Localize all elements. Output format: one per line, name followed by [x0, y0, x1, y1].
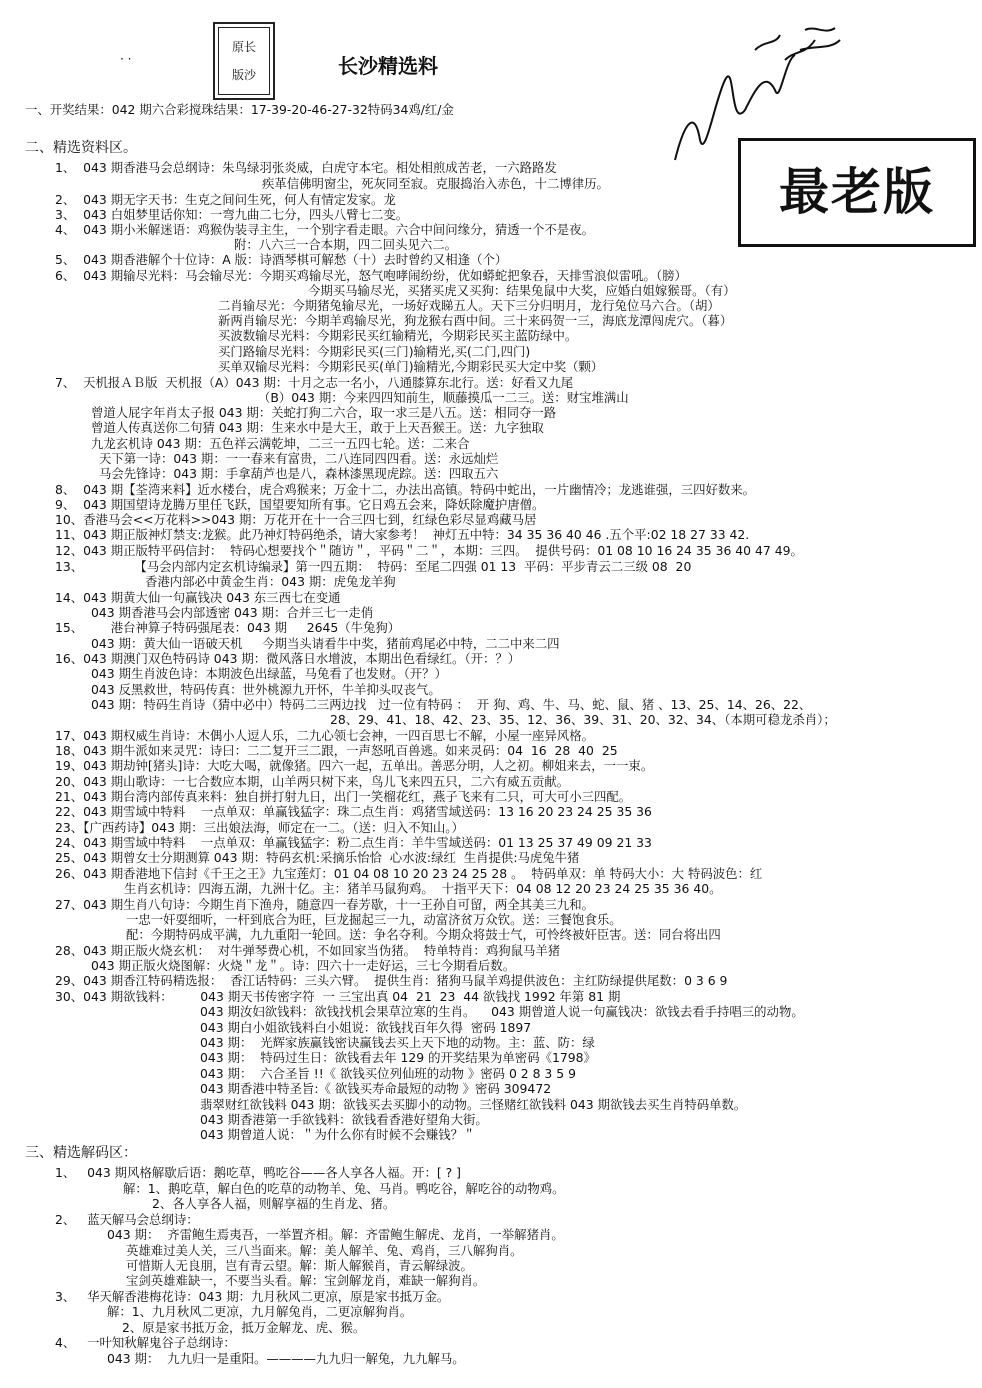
decorative-dots: · ·: [120, 52, 132, 66]
text-line: 4、 一叶知秋解鬼谷子总纲诗：: [55, 1335, 236, 1350]
text-line: 疾革信佛明窗尘，死灰同至寂。克服捣治入赤色，十二博律历。: [262, 176, 609, 191]
text-line: 天下第一诗：043 期：一一春来有富贵，二八连同四四看。送：永远灿烂: [99, 451, 499, 466]
section-heading: 二、精选资料区。: [25, 140, 137, 156]
text-line: 25、043 期曾女士分期测算 043 期：特码玄机:采摘乐怡恰 心水波:绿红 生肖提供:马虎兔牛猪: [55, 850, 580, 865]
logo-text-bottom: 版沙: [231, 68, 256, 82]
text-line: 043 期： 九九归一是重阳。————九九归一解兔，九九解马。: [107, 1351, 465, 1366]
text-line: 解：1、九月秋风二更凉，九月解兔肖，二更凉解狗肖。: [107, 1304, 413, 1319]
text-line: 30、043 期欲钱料： 043 期天书传密字符 一 三宝出真 04 21 23 44 欲钱找 1992 年第 81 期: [55, 989, 621, 1004]
text-line: 043 期曾道人说：＂为什么你有时候不会赚钱？＂: [200, 1127, 476, 1142]
text-line: 2、各人享各人福，则解享福的生肖龙、猪。: [152, 1196, 396, 1211]
text-line: 13、 【马会内部内定玄机诗编录】第一四五期： 特码：至尾二四强 01 13 平码：平步青云二三级 08 20: [55, 559, 692, 574]
text-line: 英雄难过美人关，三八当面来。解：美人解羊、兔、鸡肖，三八解狗肖。: [126, 1243, 523, 1258]
logo-box: [213, 22, 275, 100]
text-line: 9、 043 期国望诗龙腾万里任飞跃，国望要知所有事。它日鸡五会来，降妖除魔护唐僧。: [55, 497, 545, 512]
text-line: 29、043 期香江特码精选报： 香江话特码：三头六臂。 提供生肖：猪狗马鼠羊鸡提供波色：主红防绿提供尾数：0 3 6 9: [55, 973, 728, 988]
text-line: 5、 043 期香港解个十位诗：A 版：诗酒琴棋可解愁（十）去时曾约又相逢（个）: [55, 252, 508, 267]
text-line: 043 反黑救世，特码传真：世外桃源九开怀，牛羊抑头叹丧气。: [91, 682, 441, 697]
text-line: 九龙玄机诗 043 期：五色祥云满乾坤，二三一五四七轮。送：二来合: [91, 436, 470, 451]
text-line: 20、043 期山歌诗：一七合数应本期，山羊两只树下来，鸟儿飞来四五只，二六有威五贡献。: [55, 774, 570, 789]
text-line: 香港内部必中黄金生肖：043 期：虎兔龙羊狗: [145, 574, 396, 589]
text-line: 28、043 期正版火烧玄机： 对牛弹琴费心机，不如回家当伪猪。 特单特肖：鸡狗鼠马羊猪: [55, 943, 561, 958]
text-line: 27、043 期生肖八句诗：今期生肖下渔舟，随意四一春芳歇，十一王孙自可留，两全其美三九和。: [55, 897, 594, 912]
text-line: 14、043 期黄大仙一句赢钱决 043 东三西七在变通: [55, 590, 341, 605]
text-line: 23、【广西药诗】043 期：三出娘法海，师定在一二。（送：归入不知山。）: [55, 820, 464, 835]
text-line: 24、043 期雪域中特料 一点单双：单赢钱猛字：粉二点生肖：羊牛雪域送码：01 13 25 37 49 09 21 33: [55, 835, 652, 850]
text-line: 曾道人传真送你二句猜 043 期：生来水中是大王，敢于上天吾猴王。送：九字独取: [91, 420, 544, 435]
text-line: 宝剑英雄难缺一，不要当头看。解：宝剑解龙肖，难缺一解狗肖。: [126, 1273, 486, 1288]
text-line: 043 期白小姐欲钱料白小姐说：欲钱找百年久得 密码 1897: [200, 1020, 532, 1035]
text-line: 6、 043 期输尽光料：马会输尽光：今期买鸡输尽光，怒气咆哮闹纷纷，优如蟒蛇把象吞，天排雪浪似雷吼。（膀）: [55, 268, 687, 283]
text-line: 22、043 期雪域中特料 一点单双：单赢钱猛字：珠二点生肖：鸡猪雪域送码：13 16 20 23 24 25 35 36: [55, 804, 652, 819]
text-line: 生肖玄机诗：四海五湖，九洲十亿。主：猪羊马鼠狗鸡。 十指平天下：04 08 12 20 23 24 25 35 36 40。: [124, 881, 722, 896]
text-line: 4、 043 期小米解迷语：鸡猴伪装寻主生，一个别字看走眼。六合中间问缘分，猜透一个不是夜。: [55, 222, 594, 237]
text-line: 17、043 期权威生肖诗：木偶小人逗人乐，二九心领七会神，一四百思七不解，小屋一座异风格。: [55, 728, 594, 743]
text-line: 043 期： 六合圣旨 !!《 欲钱买位列仙班的动物 》密码 0 2 8 3 5 9: [200, 1066, 576, 1081]
text-line: 10、香港马会<<万花料>>043 期：万花开在十一合三四七到，红绿色彩尽显鸡藏马居: [55, 512, 537, 527]
text-line: 3、 043 白姐梦里话你知：一弯九曲二七分，四头八臂七二变。: [55, 207, 409, 222]
text-line: 买波数输尽光料：今期彩民买红输精光，今期彩民买主蓝防绿中。: [218, 328, 578, 343]
text-line: 1、 043 期香港马会总纲诗：朱鸟绿羽张炎威，白虎守本宅。相处相煎成苦老，一六路路发: [55, 160, 557, 175]
text-line: 043 期香港中特圣旨:《 欲钱买寿命最短的动物 》密码 309472: [200, 1081, 552, 1096]
text-line: 2、原是家书抵万金，抵万金解龙、虎、猴。: [122, 1320, 366, 1335]
text-line: 043 期： 光辉家族赢钱密诀赢钱去买上天下地的动物。主：蓝、防：绿: [200, 1035, 595, 1050]
text-line: 买单双输尽光料：今期彩民买(单门)输精光,今期彩民买大定中奖（颗）: [218, 359, 604, 374]
text-line: 配：今期特码成平满，九九重阳一轮回。送：争名夺利。今期众将鼓士气，可怜终被奸臣害。送：同台将出四: [126, 927, 721, 942]
logo-text-top: 原长: [231, 40, 256, 54]
text-line: 新两肖输尽光：今期羊鸡输尽光，狗龙猴右酉中间。三十来码贺一三，海底龙潭闯虎穴。（暮）: [218, 313, 733, 328]
text-line: 043 期香港第一手欲钱料：欲钱看香港好望角大街。: [200, 1112, 488, 1127]
text-line: 翡翠财红欲钱料 043 期：欲钱买去买脚小的动物。三怪赌红欲钱料 043 期欲钱去买生肖特码单数。: [200, 1097, 747, 1112]
text-line: 马会先锋诗：043 期：手拿葫芦也是八，森林漆黑现虎踪。送：四取五六: [99, 466, 499, 481]
text-line: 043 期：特码生肖诗（猜中必中）特码二三两边找 过一位有特码 ： 开 狗、鸡、牛、马、蛇、鼠、猪 、13、25、14、26、22、: [91, 697, 812, 712]
text-line: 二肖输尽光：今期猪兔输尽光，一场好戏睇五人。天下三分归明月，龙行兔位马六合。（胡）: [218, 298, 720, 313]
text-line: 今期买马输尽光，买猪买虎又买狗：结果兔鼠中大奖，应婚白姐嫁猴哥。（有）: [308, 283, 736, 298]
text-line: 一忠一奸耍细听，一杆到底合为旺，巨龙掘起三一九，动富济贫万众钦。送：三餐饱食乐。: [126, 912, 622, 927]
text-line: 043 期正版火烧图解：火烧＂龙＂。诗：四六十一走好运，三七今期看后数。: [91, 958, 516, 973]
text-line: 附：八六三一合本期，四二回头见六二。: [234, 237, 458, 252]
text-line: 3、 华天解香港梅花诗：043 期：九月秋风二更凉，原是家书抵万金。: [55, 1289, 450, 1304]
oldest-version-badge: 最老版: [738, 138, 976, 247]
text-line: 043 期： 特码过生日：欲钱看去年 129 的开奖结果为单密码《1798》: [200, 1050, 596, 1065]
text-line: 26、043 期香港地下信封《千王之王》九宝莲灯：01 04 08 10 20 23 24 25 28 。 特码单双：单 特码大小：大 特码波色：红: [55, 866, 763, 881]
text-line: 12、043 期正版特平码信封： 特码心想要找个＂随访＂，平码＂二＂，本期：三四。 提供号码：01 08 10 16 24 35 36 40 47 49。: [55, 543, 803, 558]
page-title: 长沙精选料: [338, 54, 438, 78]
text-line: 1、 043 期风格解歇后语：鹅吃草，鸭吃谷——各人享各人福。开：[ ? ]: [55, 1165, 461, 1180]
text-line: （B）043 期：今来四四知前生，顺藤摸瓜一二三。送：财宝堆满山: [258, 390, 629, 405]
text-line: 28、29、41、18、42、23、35、12、36、39、31、20、32、34、（本期可稳龙杀肖）；: [330, 712, 836, 727]
text-line: 043 期生肖波色诗：本期波色出绿蓝，马兔看了也发财。（开？）: [91, 666, 447, 681]
text-line: 18、043 期牛派如来灵咒：诗曰：二二复开三二跟，一声怒吼百兽逃。如来灵码：04 16 28 40 25: [55, 743, 618, 758]
text-line: 11、043 期正版神灯禁支:龙猴。此乃神灯特码绝杀，请大家参考！ 神灯五中特：34 35 36 40 46 .五个平:02 18 27 33 42.: [55, 527, 750, 542]
text-line: 曾道人屁字年肖太子报 043 期：关蛇打狗二六合，取一求三是八五。送：相同夺一路: [91, 405, 557, 420]
text-line: 043 期：黄大仙一语破天机 今期当头请看牛中奖，猪前鸡尾必中特，二二中来二四: [91, 636, 560, 651]
text-line: 043 期汝妇欲钱料：欲钱找机会果草泣寒的生肖。 043 期曾道人说一句赢钱决：欲钱去看手持唱三的动物。: [200, 1004, 804, 1019]
text-line: 043 期： 齐雷鲍生焉夷吾，一举置齐相。解：齐雷鲍生解虎、龙肖，一举解猪肖。: [107, 1227, 564, 1242]
section-heading: 三、精选解码区：: [25, 1145, 137, 1161]
text-line: 买门路输尽光料：今期彩民买(三门)输精光,买(二门,四门): [218, 344, 531, 359]
text-line: 7、 天机报ＡＢ版 天机报（A）043 期：十月之志一名小，八通膝算东北行。送：好看又九尾: [55, 375, 574, 390]
text-line: 19、043 期劫钟[猪头]诗：大吃大喝，就像猪。四六一起，五单出。善恶分明，人之初。柳姐来去，一一束。: [55, 758, 654, 773]
draw-result-line: 一、开奖结果：042 期六合彩搅珠结果：17-39-20-46-27-32特码34鸡/红/金: [25, 102, 454, 117]
text-line: 8、 043 期【荃湾来料】近水楼台，虎合鸡猴来；万金十二，办法出高镇。特码中蛇出，一片幽情冷；龙逃谁强，三四好数来。: [55, 482, 756, 497]
text-line: 2、 043 期无字天书：生克之间问生死，何人有情定发家。龙: [55, 192, 396, 207]
text-line: 可惜斯人无良朋，岂有青云望。解：斯人解猴肖，青云解绿波。: [126, 1258, 473, 1273]
text-line: 15、 港台神算子特码强尾表：043 期 2645（牛兔狗）: [55, 620, 401, 635]
text-line: 043 期香港马会内部透密 043 期：合并三七一走俏: [91, 605, 374, 620]
text-line: 16、043 期澳门双色特码诗 043 期：微风落日水增波，本期出色看绿红。（开：？）: [55, 651, 521, 666]
text-line: 21、043 期台湾内部传真来料：独自拼打射九日，出门一笑榴花红，燕子飞来有二只，可大可小三四配。: [55, 789, 632, 804]
text-line: 2、 蓝天解马会总纲诗：: [55, 1212, 199, 1227]
text-line: 解：1、鹅吃草，解白色的吃草的动物羊、兔、马肖。鸭吃谷，解吃谷的动物鸡。: [123, 1181, 565, 1196]
